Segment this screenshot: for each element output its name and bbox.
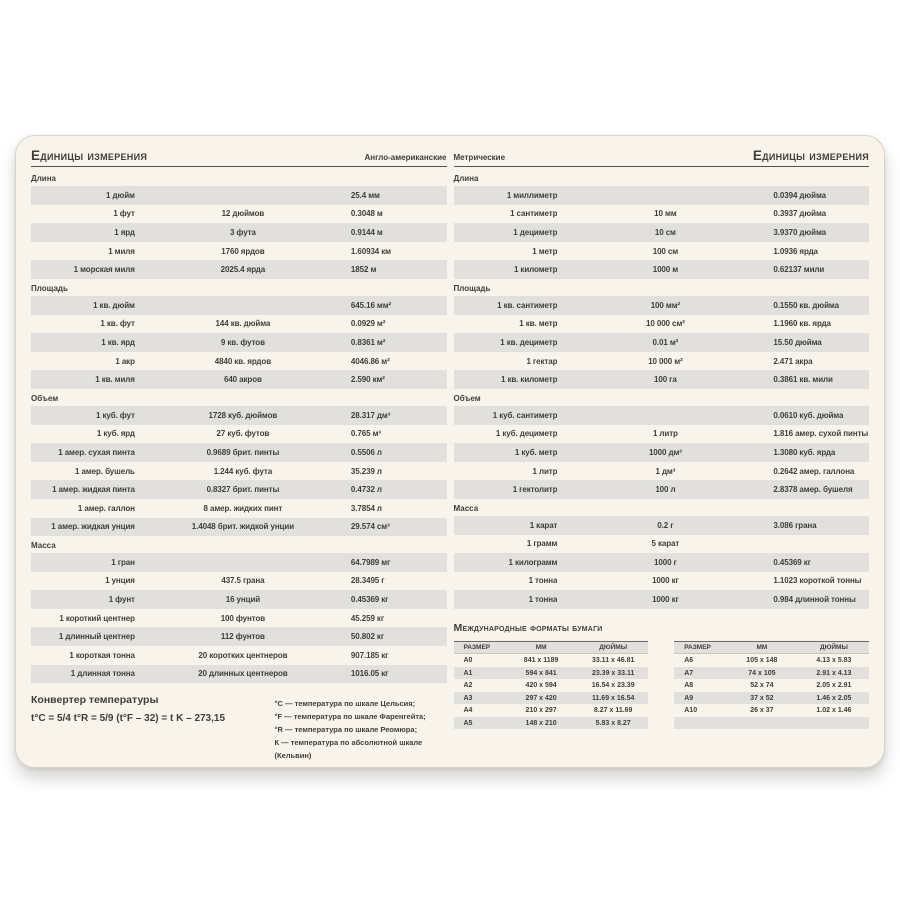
table-cell: 1000 кг (652, 595, 679, 605)
table-cell: 1728 куб. дюймов (208, 410, 278, 420)
table-cell: 100 мм² (650, 300, 681, 310)
table-cell: 26 x 37 (750, 707, 774, 715)
table-cell: A10 (684, 707, 698, 715)
table-cell: 1.46 x 2.05 (816, 694, 852, 702)
table-row (454, 443, 870, 462)
table-row (31, 480, 447, 499)
table-cell: 1 куб. сантиметр (492, 410, 558, 420)
table-cell: 148 x 210 (525, 719, 557, 727)
table-cell: 0.9689 брит. пинты (206, 447, 280, 457)
table-cell: 33.11 x 46.81 (591, 657, 635, 665)
table-cell: 1 длинный центнер (58, 632, 135, 642)
table-cell: 1 короткая тонна (69, 650, 135, 660)
table-row (31, 315, 447, 334)
table-row (454, 205, 870, 224)
table-cell: 74 x 105 (748, 669, 776, 677)
table-cell: 1 унция (105, 576, 135, 586)
table-cell: 1 кв. метр (519, 319, 558, 329)
table-cell: 3.9370 дюйма (773, 227, 827, 237)
table-cell: 0.2642 амер. галлона (773, 466, 855, 476)
paper-table-row (674, 667, 869, 680)
table-cell: 841 x 1189 (523, 657, 559, 665)
table-cell: 1 гран (111, 557, 135, 567)
table-cell: 0.45369 кг (773, 557, 811, 567)
table-cell: 1 литр (532, 466, 558, 476)
table-cell: 16 унций (225, 595, 261, 605)
table-row (31, 370, 447, 389)
table-cell: 0.3861 кв. мили (773, 375, 833, 385)
table-cell: A8 (684, 682, 694, 690)
table-cell: 1.244 куб. фута (213, 466, 273, 476)
table-cell: 2.91 x 4.13 (816, 669, 852, 677)
temperature-converter-main (31, 694, 225, 762)
planner-reference-page (15, 135, 885, 768)
table-cell: 1.0936 ярда (773, 246, 818, 256)
table-cell: 420 x 594 (525, 682, 557, 690)
table-cell: 10 мм (654, 209, 677, 219)
table-cell: 210 x 297 (525, 707, 557, 715)
table-cell: 1 гектар (526, 356, 558, 366)
table-cell: 0.984 длинной тонны (773, 595, 856, 605)
table-cell: 1 кв. дюйм (93, 300, 135, 310)
temperature-converter-title: Конвертер температуры (31, 694, 159, 707)
paper-table-row (454, 654, 649, 667)
temperature-converter (31, 694, 447, 762)
table-cell: 0.3048 м (350, 209, 383, 219)
column-header: ДЮЙМЫ (820, 644, 848, 652)
table-cell: 1 фунт (108, 595, 135, 605)
table-cell: A7 (684, 669, 694, 677)
table-cell: 27 куб. футов (216, 429, 270, 439)
table-cell: 0.62137 мили (773, 265, 825, 275)
table-cell: 1000 кг (652, 576, 679, 586)
table-cell: 297 x 420 (525, 694, 557, 702)
table-cell: 1.3080 куб. ярда (773, 447, 836, 457)
table-row (454, 406, 870, 425)
column-header: ММ (756, 644, 768, 652)
page-title: Единицы измерения (752, 148, 869, 163)
column-header: РАЗМЕР (684, 644, 711, 652)
table-cell: 8.27 x 11.69 (593, 707, 633, 715)
table-cell: 1 карат (529, 520, 558, 530)
table-cell: 1 килограмм (508, 557, 558, 567)
table-cell: 1 кв. миля (95, 375, 135, 385)
table-cell: 4840 кв. ярдов (214, 356, 272, 366)
table-cell: A3 (463, 694, 473, 702)
table-cell: 1 длинная тонна (70, 669, 135, 679)
section-title: Масса (453, 503, 479, 513)
table-cell: 3 фута (229, 227, 256, 237)
table-cell: 2.590 км² (350, 375, 385, 385)
table-cell: 1.816 амер. сухой пинты (773, 429, 869, 439)
table-cell: 16.54 x 23.39 (591, 682, 635, 690)
table-cell: 1 короткий центнер (59, 613, 135, 623)
table-row (31, 590, 447, 609)
temperature-scale-legend (275, 697, 447, 762)
table-row (31, 205, 447, 224)
table-cell: 1 тонна (528, 576, 558, 586)
paper-table-row (674, 654, 869, 667)
table-cell: 1 фут (113, 209, 135, 219)
table-cell: 1 кв. километр (500, 375, 558, 385)
table-cell: 1 куб. фут (96, 410, 135, 420)
table-cell: 1 сантиметр (510, 209, 558, 219)
metric-unit-tables (454, 169, 870, 609)
table-cell: 0.0610 куб. дюйма (773, 410, 844, 420)
table-row (454, 370, 870, 389)
table-row (31, 352, 447, 371)
table-cell: 0.3937 дюйма (773, 209, 827, 219)
table-cell: 1 километр (513, 265, 558, 275)
table-cell: 100 см (652, 246, 679, 256)
table-row (31, 443, 447, 462)
table-cell: 1.1023 короткой тонны (773, 576, 862, 586)
table-cell: 23.39 x 33.11 (591, 669, 635, 677)
table-cell: 1 дм³ (655, 466, 676, 476)
table-row (31, 223, 447, 242)
anglo-american-column (31, 148, 447, 767)
table-cell: 4046.86 м² (350, 356, 390, 366)
table-cell: A5 (463, 719, 473, 727)
table-row (454, 333, 870, 352)
table-cell: 1 кв. дециметр (500, 337, 558, 347)
table-cell: 1016.05 кг (350, 669, 389, 679)
table-cell: 3.7854 л (350, 503, 382, 513)
table-cell: 1 кв. ярд (101, 337, 135, 347)
paper-table-header-row (454, 642, 649, 655)
table-cell: A9 (684, 694, 694, 702)
paper-table-row (454, 667, 649, 680)
table-cell: 100 фунтов (220, 613, 266, 623)
table-cell: 50.802 кг (350, 632, 385, 642)
paper-table-row (674, 704, 869, 717)
table-row (31, 609, 447, 628)
table-cell: 1 ярд (114, 227, 135, 237)
table-cell: A1 (463, 669, 473, 677)
table-cell: 35.239 л (350, 466, 382, 476)
table-row (454, 260, 870, 279)
table-cell: 1 морская миля (73, 265, 135, 275)
table-cell: 4.13 x 5.83 (816, 657, 852, 665)
table-row (454, 535, 870, 554)
table-cell: A4 (463, 707, 473, 715)
table-row (31, 406, 447, 425)
table-cell: 640 акров (223, 375, 262, 385)
table-cell: 907.185 кг (350, 650, 389, 660)
table-cell: A6 (684, 657, 694, 665)
table-cell: A2 (463, 682, 473, 690)
table-cell: 1 куб. ярд (96, 429, 135, 439)
paper-table-header-row (674, 642, 869, 655)
table-cell: 1.1960 кв. ярда (773, 319, 831, 329)
table-cell: 1 амер. бушель (75, 466, 135, 476)
table-cell: 0.5506 л (350, 447, 382, 457)
table-cell: 100 л (655, 485, 676, 495)
section-title: Объем (453, 393, 481, 403)
table-row (31, 186, 447, 205)
table-cell: 1 амер. жидкая унция (51, 522, 135, 532)
table-cell: 0.1550 кв. дюйма (773, 300, 839, 310)
section-title: Длина (453, 174, 479, 183)
table-row (31, 518, 447, 537)
table-cell: 1 тонна (528, 595, 558, 605)
table-cell: 1000 г (654, 557, 677, 567)
table-cell: 1 куб. метр (514, 447, 558, 457)
table-cell: 1760 ярдов (221, 246, 265, 256)
table-cell: 0.2 г (657, 520, 674, 530)
table-row (454, 352, 870, 371)
table-cell: 437.5 грана (221, 576, 265, 586)
table-cell: 1 амер. галлон (77, 503, 135, 513)
column-subtitle-anglo-american: Англо-американские (364, 153, 447, 162)
table-cell: 8 амер. жидких пинт (203, 503, 283, 513)
table-cell: 5.83 x 8.27 (595, 719, 631, 727)
table-cell: 10 000 см² (646, 319, 685, 329)
table-row (454, 590, 870, 609)
table-cell: 37 x 52 (750, 694, 774, 702)
paper-table-row (454, 704, 649, 717)
table-cell: 0.0394 дюйма (773, 190, 827, 200)
table-cell: 5 карат (651, 539, 680, 549)
table-cell: 1 дециметр (513, 227, 558, 237)
table-row (31, 462, 447, 481)
table-cell: 1 амер. сухая пинта (58, 447, 135, 457)
anglo-american-unit-tables (31, 169, 447, 683)
table-row (454, 480, 870, 499)
paper-table-row (454, 679, 649, 692)
section-title: Масса (31, 541, 56, 551)
column-header: ММ (535, 644, 547, 652)
table-cell: 1000 м (652, 265, 679, 275)
table-cell: 0.8327 брит. пинты (206, 485, 280, 495)
table-row (454, 296, 870, 315)
table-cell: 1852 м (350, 265, 377, 275)
table-cell: 20 коротких центнеров (198, 650, 288, 660)
table-row (31, 627, 447, 646)
table-cell: 1000 дм³ (648, 447, 682, 457)
table-row (454, 425, 870, 444)
table-cell: 0.765 м³ (350, 429, 381, 439)
table-cell: 1 метр (532, 246, 558, 256)
paper-table-row (674, 679, 869, 692)
metric-column (454, 148, 870, 767)
page-title: Единицы измерения (31, 148, 148, 163)
table-cell: 645.16 мм² (350, 300, 392, 310)
table-row (31, 572, 447, 591)
table-cell: 10 000 м² (648, 356, 683, 366)
table-row (454, 242, 870, 261)
table-cell: 594 x 841 (525, 669, 557, 677)
table-cell: 28.317 дм³ (350, 410, 391, 420)
table-row (31, 296, 447, 315)
table-row (31, 425, 447, 444)
table-cell: 1 гектолитр (512, 485, 558, 495)
table-cell: 0.0929 м² (350, 319, 386, 329)
section-title: Объем (31, 393, 59, 403)
right-column-header (454, 148, 870, 167)
table-row (454, 315, 870, 334)
table-cell: 3.086 грана (773, 520, 817, 530)
table-cell: 1.02 x 1.46 (816, 707, 852, 715)
table-cell: 1 амер. жидкая пинта (52, 485, 135, 495)
table-cell: 29.574 см³ (350, 522, 390, 532)
table-cell: 100 га (654, 375, 677, 385)
table-cell: 2025.4 ярда (220, 265, 266, 275)
paper-formats-tables (454, 641, 870, 730)
table-cell: 1 кв. фут (100, 319, 135, 329)
paper-table-row (454, 717, 649, 730)
column-header: РАЗМЕР (463, 644, 491, 652)
table-row (454, 223, 870, 242)
table-cell: 1 кв. сантиметр (497, 300, 558, 310)
table-cell: 0.8361 м² (350, 337, 386, 347)
table-row (454, 553, 870, 572)
section-title: Длина (31, 174, 56, 183)
table-cell: 0.9144 м (350, 227, 383, 237)
paper-formats-heading: Международные форматы бумаги (453, 621, 603, 634)
table-row (31, 333, 447, 352)
paper-table-row (454, 692, 649, 705)
legend-line: °F — температура по шкале Фаренгейта; (274, 712, 426, 722)
table-cell: 105 x 148 (746, 657, 778, 665)
left-column-header (31, 148, 447, 167)
table-row (454, 516, 870, 535)
table-cell: 1 акр (115, 356, 135, 366)
table-cell: 0.01 м² (652, 337, 679, 347)
table-cell: 2.471 акра (773, 356, 813, 366)
table-cell: 9 кв. футов (220, 337, 265, 347)
table-cell: 1.4048 брит. жидкой унции (191, 522, 295, 532)
table-row (31, 665, 447, 684)
table-row (31, 499, 447, 518)
column-subtitle-metric: Метрические (453, 153, 506, 162)
table-row (454, 462, 870, 481)
table-cell: 1 миллиметр (506, 190, 558, 200)
table-cell: 52 x 74 (750, 682, 774, 690)
table-cell: 0.4732 л (350, 485, 382, 495)
table-cell: A0 (463, 657, 473, 665)
table-cell: 10 см (654, 227, 676, 237)
section-title: Площадь (453, 283, 491, 293)
table-cell: 1 грамм (526, 539, 558, 549)
table-cell: 1 дюйм (106, 190, 135, 200)
table-row (31, 646, 447, 665)
table-cell: 25.4 мм (350, 190, 380, 200)
table-cell: 15.50 дюйма (773, 337, 822, 347)
table-row (454, 572, 870, 591)
table-cell: 1 куб. дециметр (495, 429, 558, 439)
table-cell: 45.259 кг (350, 613, 385, 623)
table-cell: 1 литр (652, 429, 678, 439)
table-cell: 144 кв. дюйма (215, 319, 271, 329)
table-row (454, 186, 870, 205)
paper-table-a6-a10 (674, 641, 869, 730)
table-cell: 2.8378 амер. бушеля (773, 485, 853, 495)
table-cell: 112 фунтов (220, 632, 265, 642)
table-row (31, 242, 447, 261)
paper-table-row (674, 692, 869, 705)
table-cell: 20 длинных центнеров (198, 669, 288, 679)
section-title: Площадь (31, 283, 68, 293)
legend-line: К — температура по абсолютной шкале (Кельвин) (274, 738, 423, 761)
table-cell: 11.69 x 16.54 (591, 694, 635, 702)
table-cell: 64.7989 мг (350, 557, 391, 567)
table-cell: 1.60934 км (350, 246, 391, 256)
table-row (31, 260, 447, 279)
table-row (31, 553, 447, 572)
table-cell: 28.3495 г (350, 576, 385, 586)
table-cell: 0.45369 кг (350, 595, 389, 605)
table-cell: 1 миля (108, 246, 135, 256)
column-header: ДЮЙМЫ (599, 644, 628, 652)
legend-line: °R — температура по шкале Реомюра; (274, 725, 418, 735)
table-cell: 12 дюймов (221, 209, 265, 219)
paper-table-a0-a5 (454, 641, 649, 730)
temperature-formula: t°C = 5/4 t°R = 5/9 (t°F – 32) = t K – 273,15 (31, 713, 226, 725)
legend-line: °C — температура по шкале Цельсия; (274, 699, 416, 709)
table-cell: 2.05 x 2.91 (816, 682, 852, 690)
